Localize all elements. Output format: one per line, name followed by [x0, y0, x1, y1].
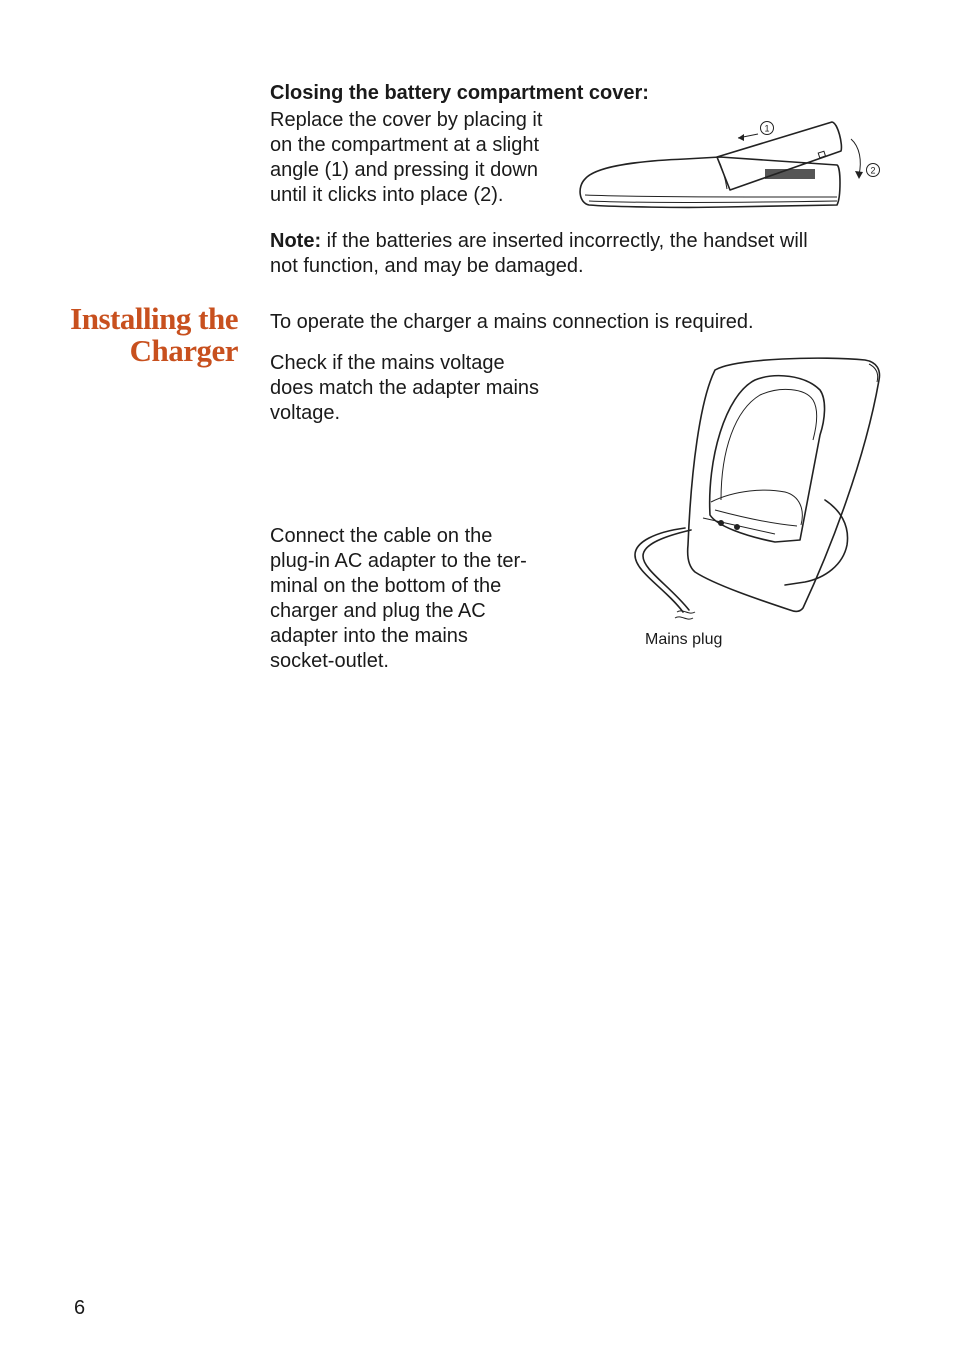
step-1-label: 1 — [764, 123, 770, 134]
battery-cover-heading: Closing the battery compartment cover: — [270, 82, 649, 104]
connect-line: Connect the cable on the — [270, 525, 493, 547]
charger-illustration — [625, 350, 890, 625]
note-text-line2: not function, and may be damaged. — [270, 255, 584, 277]
charger-intro: To operate the charger a mains connection is required. — [270, 311, 754, 333]
note-text: if the batteries are inserted incorrectly, the handset will — [321, 230, 808, 252]
page-number: 6 — [74, 1297, 86, 1319]
voltage-check-line: Check if the mains voltage — [270, 352, 505, 374]
battery-cover-line: until it clicks into place (2). — [270, 184, 504, 206]
handset-cover-illustration — [575, 115, 885, 215]
connect-line: socket-outlet. — [270, 650, 389, 672]
section-title — [70, 303, 238, 367]
battery-cover-instructions — [270, 108, 580, 208]
voltage-check-paragraph — [270, 351, 580, 426]
battery-cover-line: angle (1) and pressing it down — [270, 159, 538, 181]
connect-line: plug-in AC adapter to the ter- — [270, 550, 527, 572]
step-2-label: 2 — [870, 165, 876, 176]
section-title-line: Charger — [129, 333, 238, 368]
voltage-check-line: voltage. — [270, 402, 341, 424]
section-title-line: Installing the — [70, 301, 238, 336]
voltage-check-line: does match the adapter mains — [270, 377, 540, 399]
mains-plug-caption: Mains plug — [645, 631, 723, 648]
connect-line: adapter into the mains — [270, 625, 468, 647]
note-paragraph — [270, 229, 890, 279]
battery-cover-line: Replace the cover by placing it — [270, 109, 543, 131]
battery-cover-line: on the compartment at a slight — [270, 134, 540, 156]
connect-line: minal on the bottom of the — [270, 575, 502, 597]
note-label: Note: — [270, 230, 322, 252]
connect-line: charger and plug the AC — [270, 600, 486, 622]
connect-paragraph — [270, 524, 580, 674]
